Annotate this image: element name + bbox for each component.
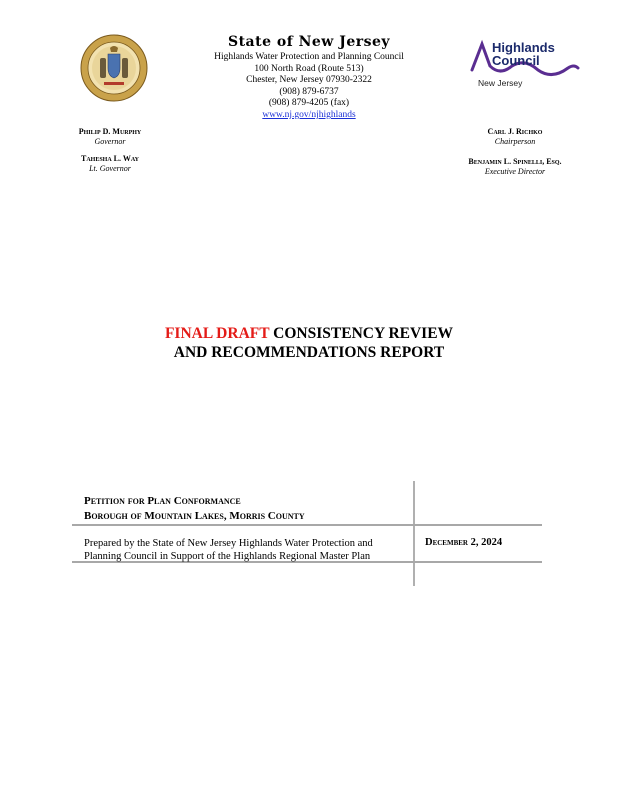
official-governor <box>55 127 165 147</box>
table-rule-top <box>72 524 542 526</box>
petition-line-2: Borough of Mountain Lakes, Morris County <box>84 509 305 522</box>
official-name: Tahesha L. Way <box>81 154 139 163</box>
agency-name: Highlands Water Protection and Planning Council <box>214 52 404 62</box>
report-title-line2: AND RECOMMENDATIONS REPORT <box>173 344 445 361</box>
letterhead-contact <box>150 52 468 122</box>
fax-number: (908) 879-4205 (fax) <box>268 98 350 109</box>
table-vertical-divider <box>413 481 415 586</box>
logo-subtitle: New Jersey <box>478 78 523 88</box>
report-date: December 2, 2024 <box>425 537 503 548</box>
official-name: Carl J. Richko <box>487 127 543 136</box>
logo-line2: Council <box>492 53 540 68</box>
official-title: Executive Director <box>484 167 546 176</box>
report-title <box>0 324 618 362</box>
state-seal-icon <box>80 34 148 102</box>
address-line-2: Chester, New Jersey 07930-2322 <box>246 75 372 86</box>
prepared-by-text: Prepared by the State of New Jersey Highlands Water Protection and Planning Council in Support of the Highlands Regional Master Plan <box>84 538 373 562</box>
petition-heading <box>84 494 305 523</box>
official-lt-governor <box>55 154 165 174</box>
website-link[interactable]: www.nj.gov/njhighlands <box>262 109 356 120</box>
report-title-highlight: FINAL DRAFT <box>164 325 270 342</box>
official-chairperson <box>440 127 590 147</box>
official-name: Philip D. Murphy <box>78 127 142 136</box>
phone-number: (908) 879-6737 <box>279 86 339 97</box>
petition-line-1: Petition for Plan Conformance <box>84 495 241 507</box>
state-title: State of New Jersey <box>227 34 391 50</box>
official-name: Benjamin L. Spinelli, Esq. <box>468 157 562 166</box>
address-line-1: 100 North Road (Route 513) <box>254 63 364 74</box>
official-title: Governor <box>94 137 126 146</box>
logo-line1: Highlands <box>492 40 555 55</box>
official-title: Chairperson <box>494 137 536 146</box>
report-title-rest: CONSISTENCY REVIEW <box>273 325 454 342</box>
official-title: Lt. Governor <box>89 164 131 173</box>
official-executive-director <box>440 157 590 177</box>
